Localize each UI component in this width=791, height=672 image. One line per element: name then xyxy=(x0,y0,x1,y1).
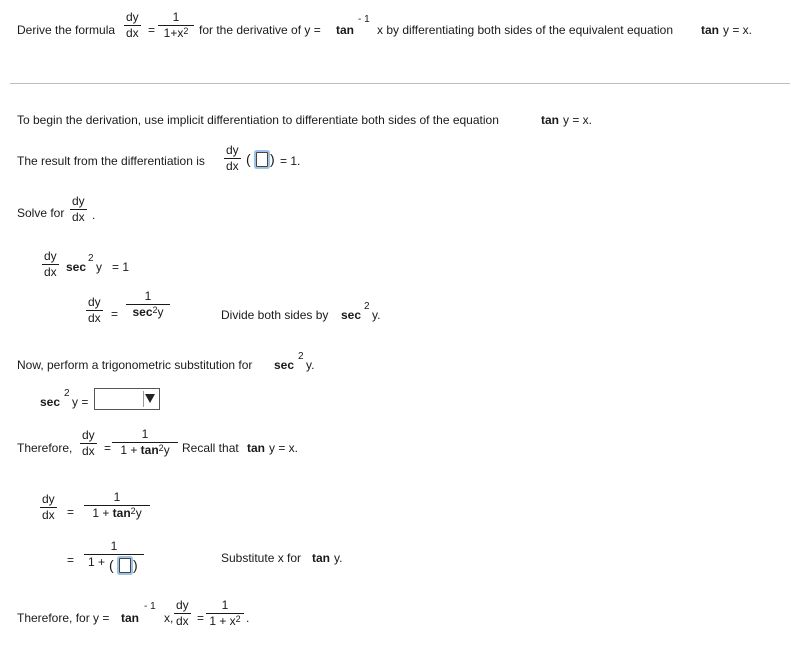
final-statement: Therefore, for y = xyxy=(17,611,110,625)
chevron-down-icon xyxy=(145,394,155,403)
header-dydx-fraction: dy dx xyxy=(126,10,139,40)
solve-for-label: Solve for xyxy=(17,206,65,220)
header-formula-fraction: 1 $1+x^2$ xyxy=(158,11,194,40)
step1-result-label: The result from the differentiation is xyxy=(17,154,205,168)
step1-intro: To begin the derivation, use implicit differentiation to differentiate both sides of the equation xyxy=(17,113,499,127)
header-prefix: Derive the formula xyxy=(17,23,116,37)
answer-box-substitution[interactable] xyxy=(119,558,131,573)
step3-intro: Now, perform a trigonometric substitution for xyxy=(17,358,253,372)
divider xyxy=(10,83,790,84)
answer-box-derivative[interactable] xyxy=(256,152,268,167)
sec-squared-substitution-dropdown[interactable] xyxy=(94,388,160,410)
